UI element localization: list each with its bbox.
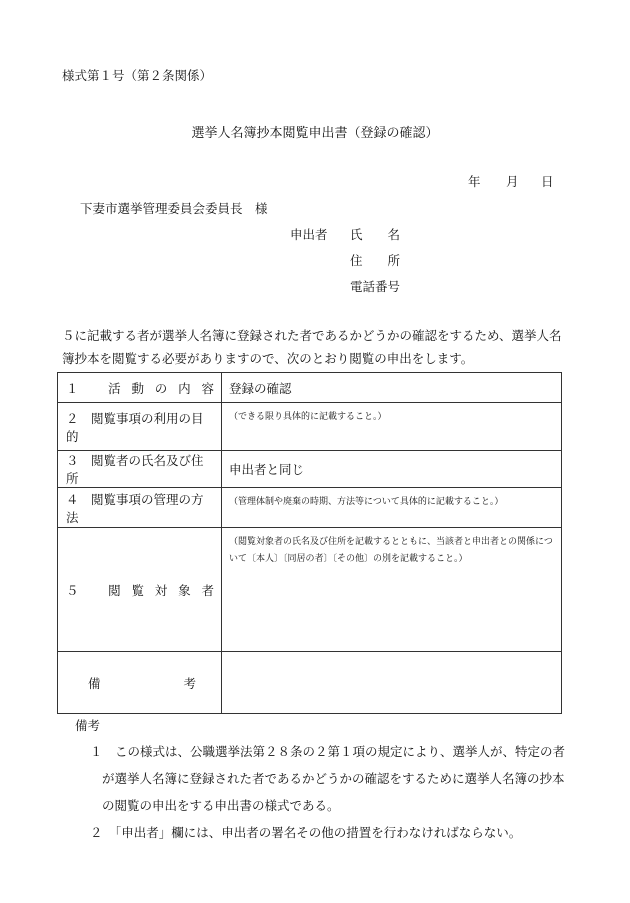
- date-month-label: 月: [506, 174, 519, 189]
- applicant-label: 申出者: [290, 227, 328, 242]
- remarks-list: [62, 738, 572, 846]
- applicant-address-label: 住 所: [350, 253, 401, 268]
- date-day-label: 日: [541, 174, 554, 189]
- target-persons-field[interactable]: [222, 528, 562, 652]
- row-label: ２ 閲覧事項の利用の目的: [58, 403, 222, 451]
- management-note: （管理体制や廃棄の時期、方法等について具体的に記載すること。）: [229, 497, 504, 507]
- remarks-heading: 備考: [75, 718, 101, 733]
- document-title: 選挙人名簿抄本閲覧申出書（登録の確認）: [191, 126, 439, 141]
- viewer-value: 申出者と同じ: [222, 451, 562, 488]
- table-row: [58, 488, 562, 528]
- table-row: [58, 373, 562, 403]
- row-label: ３ 閲覧者の氏名及び住所: [58, 451, 222, 488]
- table-row: [58, 652, 562, 714]
- applicant-name-label: 氏 名: [350, 227, 401, 242]
- purpose-note: （できる限り具体的に記載すること。）: [229, 412, 387, 422]
- addressee: 下妻市選挙管理委員会委員長 様: [80, 201, 268, 216]
- row-label: ４ 閲覧事項の管理の方法: [58, 488, 222, 528]
- remarks-field[interactable]: [222, 652, 562, 714]
- management-method-field[interactable]: [222, 488, 562, 528]
- activity-value: 登録の確認: [222, 373, 562, 403]
- remarks-item: ２ 「申出者」欄には、申出者の署名その他の措置を行わなければならない。: [90, 825, 522, 840]
- table-row: [58, 403, 562, 451]
- application-table: [57, 372, 562, 714]
- date-year-label: 年: [468, 174, 481, 189]
- row-label: １ 活 動 の 内 容: [58, 373, 222, 403]
- table-row: [58, 451, 562, 488]
- row-label: 備 考: [58, 652, 222, 714]
- target-persons-note: （閲覧対象者の氏名及び住所を記載するとともに、当該者と申出者との関係について〔本人〕〔同居の者〕〔その他〕の別を記載すること。）: [229, 537, 553, 564]
- purpose-field[interactable]: [222, 403, 562, 451]
- row-label: ５ 閲 覧 対 象 者: [58, 528, 222, 652]
- table-row: [58, 528, 562, 652]
- intro-text: ５に記載する者が選挙人名簿に登録された者であるかどうかの確認をするため、選挙人名簿抄本を閲覧する必要がありますので、次のとおり閲覧の申出をします。: [62, 328, 562, 366]
- applicant-phone-label: 電話番号: [350, 279, 401, 294]
- remarks-item: １ この様式は、公職選挙法第２８条の２第１項の規定により、選挙人が、特定の者が選挙人名簿に登録された者であるかどうかの確認をするために選挙人名簿の抄本の閲覧の申出をする申出書の様式である。: [90, 744, 566, 813]
- form-code: 様式第１号（第２条関係）: [62, 68, 213, 83]
